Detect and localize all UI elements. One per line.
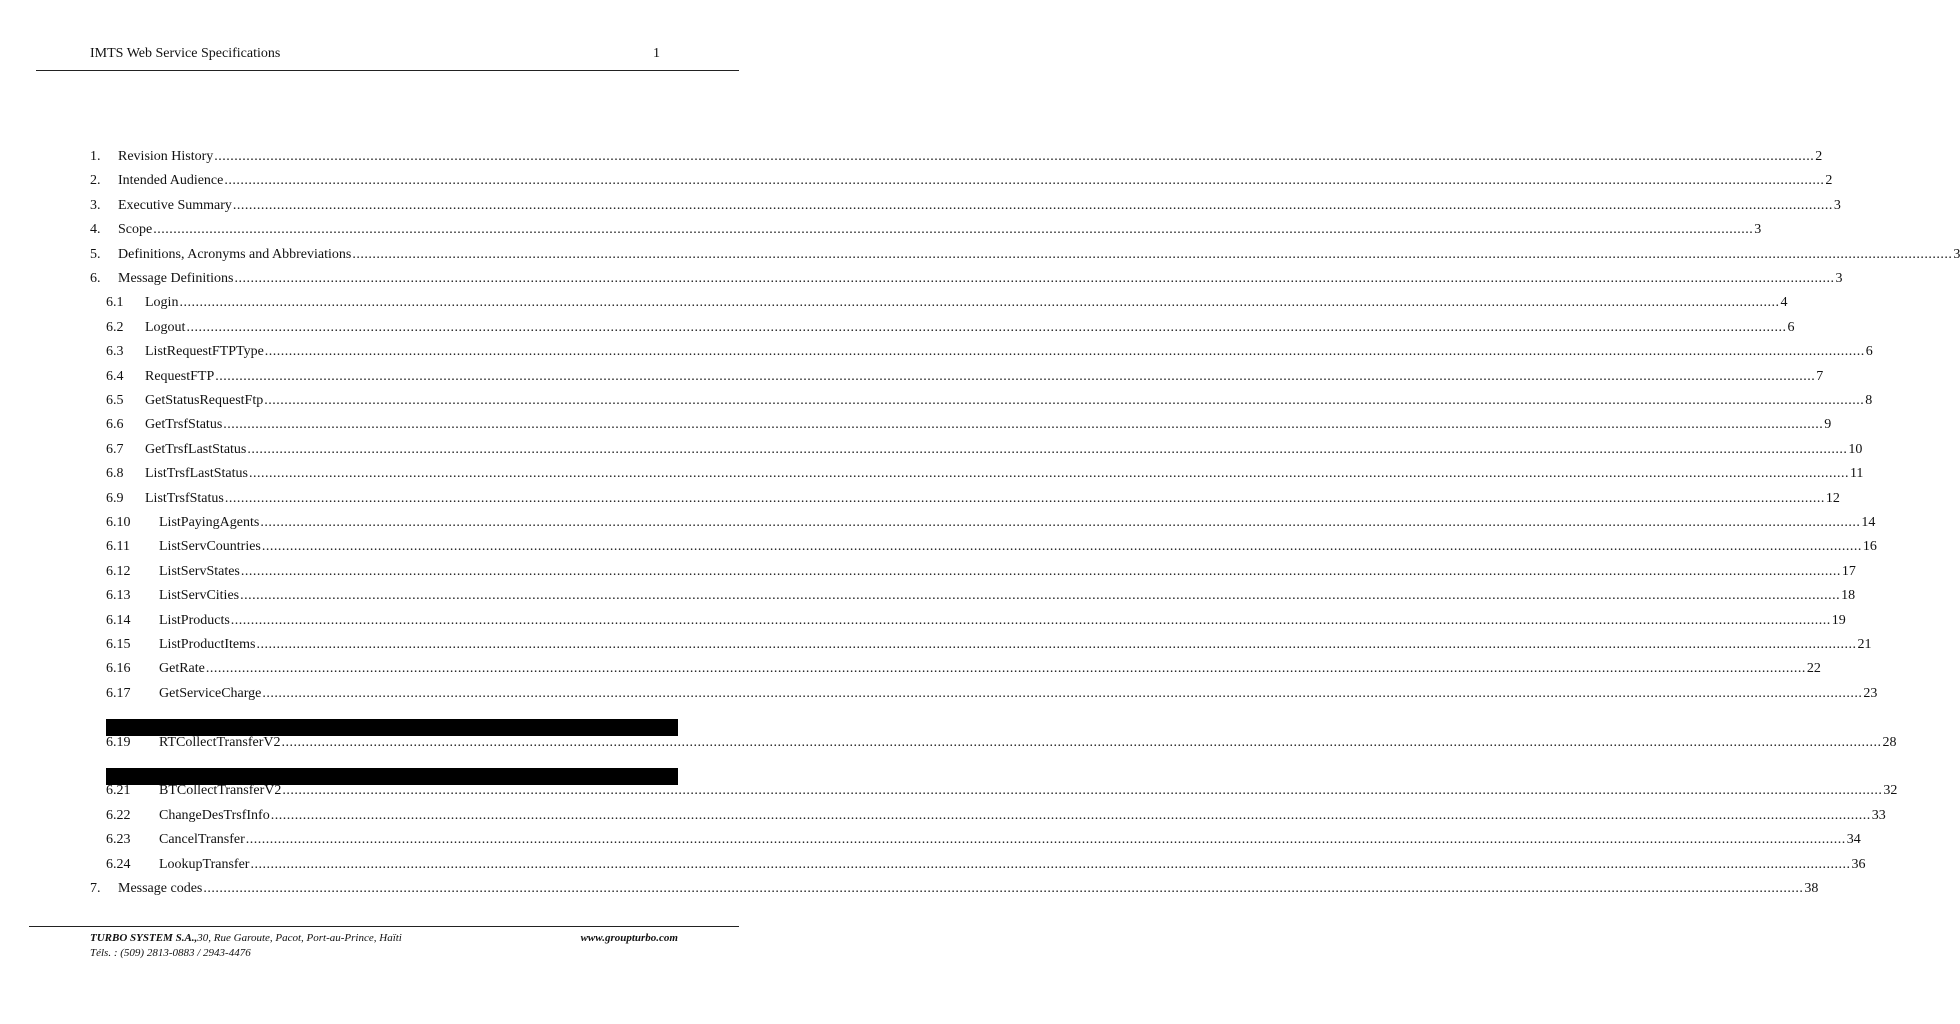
toc-entry-page: 19 <box>1831 612 1846 628</box>
toc-entry[interactable] <box>0 148 1823 168</box>
toc-leader-dots: ................................................................................................................................................................................................................................................................................................................................................................................................................ <box>270 807 1871 823</box>
footer-rule <box>29 926 739 927</box>
toc-entry-title: ListTrsfStatus <box>145 490 224 506</box>
toc-entry-title: CancelTransfer <box>159 832 245 848</box>
toc-entry-page: 3 <box>1754 222 1762 238</box>
toc-entry[interactable] <box>0 343 1873 363</box>
toc-leader-dots: ................................................................................................................................................................................................................................................................................................................................................................................................................ <box>230 612 1831 628</box>
toc-leader-dots: ................................................................................................................................................................................................................................................................................................................................................................................................................ <box>224 490 1825 506</box>
toc-entry-title: Definitions, Acronyms and Abbreviations <box>118 246 352 262</box>
toc-entry-title: ListProductItems <box>159 637 256 652</box>
toc-entry-page: 28 <box>1882 734 1897 750</box>
toc-entry-page: 3 <box>1953 246 1960 262</box>
toc-leader-dots: ................................................................................................................................................................................................................................................................................................................................................................................................................ <box>186 319 1787 335</box>
toc-entry-title: Logout <box>145 319 186 335</box>
toc-entry-number: 3. <box>90 197 101 213</box>
toc-entry-number: 1. <box>90 149 101 164</box>
toc-entry-number: 6.8 <box>106 466 124 482</box>
toc-leader-dots: ................................................................................................................................................................................................................................................................................................................................................................................................................ <box>179 295 1780 311</box>
toc-entry-number: 6.15 <box>106 637 131 652</box>
toc-entry[interactable] <box>0 197 1841 217</box>
toc-entry-number: 6.6 <box>106 417 124 433</box>
toc-leader-dots: ................................................................................................................................................................................................................................................................................................................................................................................................................ <box>264 344 1865 360</box>
toc-leader-dots: ................................................................................................................................................................................................................................................................................................................................................................................................................ <box>232 197 1833 213</box>
toc-entry-title: Login <box>145 295 179 311</box>
toc-entry[interactable] <box>0 465 1864 485</box>
toc-entry-number: 6.13 <box>106 588 131 604</box>
header-rule <box>36 70 739 71</box>
toc-leader-dots: ................................................................................................................................................................................................................................................................................................................................................................................................................ <box>247 441 1848 457</box>
toc-entry[interactable] <box>0 563 1856 583</box>
toc-entry-number: 6.14 <box>106 612 131 628</box>
toc-entry-title: Message Definitions <box>118 271 234 286</box>
toc-entry-page: 8 <box>1865 393 1873 408</box>
toc-leader-dots: ................................................................................................................................................................................................................................................................................................................................................................................................................ <box>245 832 1846 848</box>
toc-entry-title: BTCollectTransferV2 <box>159 783 282 799</box>
footer-address: 30, Rue Garoute, Pacot, Port-au-Prince, Haïti <box>197 932 402 944</box>
toc-leader-dots: ................................................................................................................................................................................................................................................................................................................................................................................................................ <box>248 466 1849 482</box>
toc-entry[interactable] <box>0 856 1866 876</box>
toc-entry-title: GetRate <box>159 661 205 677</box>
toc-entry-page: 22 <box>1806 661 1821 677</box>
toc-entry-number: 6.5 <box>106 393 124 408</box>
toc-entry-title: GetServiceCharge <box>159 685 262 701</box>
toc-entry-page: 7 <box>1816 368 1824 384</box>
toc-leader-dots: ................................................................................................................................................................................................................................................................................................................................................................................................................ <box>256 637 1857 652</box>
toc-entry[interactable] <box>0 246 1960 266</box>
toc-entry-number: 6.11 <box>106 539 130 555</box>
toc-entry-page: 38 <box>1804 881 1819 896</box>
toc-leader-dots: ................................................................................................................................................................................................................................................................................................................................................................................................................ <box>281 734 1882 750</box>
toc-entry-page: 2 <box>1825 173 1833 189</box>
page-header <box>90 46 660 66</box>
toc-entry[interactable] <box>0 612 1846 632</box>
footer-company: TURBO SYSTEM S.A., <box>90 932 198 944</box>
toc-entry-number: 6.24 <box>106 856 131 872</box>
toc-entry[interactable] <box>0 636 1872 656</box>
page-number: 1 <box>653 46 660 61</box>
toc-entry[interactable] <box>0 514 1876 534</box>
toc-entry-number: 5. <box>90 246 101 262</box>
toc-entry[interactable] <box>0 294 1788 314</box>
toc-entry-page: 2 <box>1815 149 1823 164</box>
toc-entry-title: GetStatusRequestFtp <box>145 393 264 408</box>
toc-entry-number: 6.1 <box>106 295 124 311</box>
toc-entry-number: 6.2 <box>106 319 124 335</box>
toc-entry-page: 36 <box>1851 856 1866 872</box>
footer-website[interactable]: www.groupturbo.com <box>580 932 678 944</box>
toc-entry-number: 6.23 <box>106 832 131 848</box>
toc-entry-number: 6.9 <box>106 490 124 506</box>
toc-entry-number: 6.21 <box>106 783 131 799</box>
toc-entry[interactable] <box>0 416 1832 436</box>
toc-entry-title: ListServCountries <box>159 539 261 555</box>
toc-leader-dots: ................................................................................................................................................................................................................................................................................................................................................................................................................ <box>224 173 1825 189</box>
toc-entry-number: 6.7 <box>106 441 124 457</box>
toc-entry-page: 10 <box>1848 441 1863 457</box>
toc-entry-number: 2. <box>90 173 101 189</box>
toc-entry-title: Message codes <box>118 881 203 896</box>
toc-entry[interactable] <box>0 734 1897 754</box>
toc-entry-page: 34 <box>1846 832 1861 848</box>
toc-entry-title: LookupTransfer <box>159 856 250 872</box>
toc-leader-dots: ................................................................................................................................................................................................................................................................................................................................................................................................................ <box>282 783 1883 799</box>
toc-entry[interactable] <box>0 782 1898 802</box>
toc-entry-page: 33 <box>1871 807 1886 823</box>
toc-leader-dots: ................................................................................................................................................................................................................................................................................................................................................................................................................ <box>250 856 1851 872</box>
toc-entry-number: 4. <box>90 222 101 238</box>
toc-entry-title: Executive Summary <box>118 197 232 213</box>
toc-entry[interactable] <box>0 807 1886 827</box>
footer-phones: Téls. : (509) 2813-0883 / 2943-4476 <box>90 947 251 959</box>
toc-entry-title: ChangeDesTrsfInfo <box>159 807 270 823</box>
toc-entry-title: ListServCities <box>159 588 240 604</box>
toc-leader-dots: ................................................................................................................................................................................................................................................................................................................................................................................................................ <box>215 368 1816 384</box>
toc-entry-page: 3 <box>1835 271 1843 286</box>
toc-entry-number: 6.17 <box>106 685 131 701</box>
toc-entry-page: 3 <box>1833 197 1841 213</box>
toc-entry[interactable] <box>0 172 1833 192</box>
toc-leader-dots: ................................................................................................................................................................................................................................................................................................................................................................................................................ <box>262 685 1863 701</box>
toc-leader-dots: ................................................................................................................................................................................................................................................................................................................................................................................................................ <box>205 661 1806 677</box>
toc-entry[interactable] <box>0 319 1795 339</box>
toc-entry-title: ListServStates <box>159 563 240 579</box>
toc-entry-title: ListPayingAgents <box>159 515 260 530</box>
toc-leader-dots: ................................................................................................................................................................................................................................................................................................................................................................................................................ <box>214 149 1815 164</box>
toc-entry-page: 14 <box>1861 515 1876 530</box>
toc-entry-page: 23 <box>1863 685 1878 701</box>
toc-entry-title: Scope <box>118 222 153 238</box>
page-footer <box>90 931 678 961</box>
toc-leader-dots: ................................................................................................................................................................................................................................................................................................................................................................................................................ <box>234 271 1835 286</box>
toc-entry-number: 6.12 <box>106 563 131 579</box>
toc-entry-page: 18 <box>1841 588 1856 604</box>
toc-entry[interactable] <box>0 880 1819 900</box>
toc-entry-title: GetTrsfLastStatus <box>145 441 247 457</box>
toc-entry-title: Intended Audience <box>118 173 224 189</box>
toc-entry-number: 6. <box>90 271 101 286</box>
toc-entry-title: RTCollectTransferV2 <box>159 734 281 750</box>
toc-leader-dots: ................................................................................................................................................................................................................................................................................................................................................................................................................ <box>352 246 1953 262</box>
toc-entry-page: 9 <box>1824 417 1832 433</box>
toc-entry-title: Revision History <box>118 149 214 164</box>
toc-entry-page: 4 <box>1780 295 1788 311</box>
toc-entry-page: 32 <box>1883 783 1898 799</box>
toc-leader-dots: ................................................................................................................................................................................................................................................................................................................................................................................................................ <box>240 563 1841 579</box>
toc-entry-title: GetTrsfStatus <box>145 417 223 433</box>
toc-entry-page: 6 <box>1865 344 1873 360</box>
toc-entry-page: 17 <box>1841 563 1856 579</box>
toc-entry[interactable] <box>0 368 1824 388</box>
toc-entry-number: 6.4 <box>106 368 124 384</box>
toc-entry-title: ListRequestFTPType <box>145 344 264 360</box>
toc-entry[interactable] <box>0 660 1821 680</box>
toc-leader-dots: ................................................................................................................................................................................................................................................................................................................................................................................................................ <box>203 881 1804 896</box>
toc-entry-title: ListTrsfLastStatus <box>145 466 248 482</box>
toc-entry-number: 6.10 <box>106 515 131 530</box>
toc-entry-number: 6.22 <box>106 807 131 823</box>
toc-leader-dots: ................................................................................................................................................................................................................................................................................................................................................................................................................ <box>261 539 1862 555</box>
toc-leader-dots: ................................................................................................................................................................................................................................................................................................................................................................................................................ <box>240 588 1841 604</box>
toc-entry[interactable] <box>0 441 1863 461</box>
toc-entry-title: ListProducts <box>159 612 230 628</box>
toc-entry-page: 11 <box>1849 466 1864 482</box>
toc-entry-page: 12 <box>1825 490 1840 506</box>
toc-entry-number: 7. <box>90 881 101 896</box>
toc-entry-number: 6.19 <box>106 734 131 750</box>
toc-entry-page: 6 <box>1787 319 1795 335</box>
toc-entry-page: 21 <box>1857 637 1872 652</box>
toc-entry[interactable] <box>0 587 1856 607</box>
document-title: IMTS Web Service Specifications <box>90 46 281 61</box>
toc-entry[interactable] <box>0 685 1878 705</box>
toc-leader-dots: ................................................................................................................................................................................................................................................................................................................................................................................................................ <box>264 393 1865 408</box>
toc-entry-number: 6.3 <box>106 344 124 360</box>
toc-entry[interactable] <box>0 221 1762 241</box>
toc-entry[interactable] <box>0 831 1861 851</box>
toc-entry[interactable] <box>0 538 1877 558</box>
toc-entry-title: RequestFTP <box>145 368 215 384</box>
toc-entry[interactable] <box>0 490 1840 510</box>
toc-leader-dots: ................................................................................................................................................................................................................................................................................................................................................................................................................ <box>153 222 1754 238</box>
toc-entry-page: 16 <box>1862 539 1877 555</box>
toc-leader-dots: ................................................................................................................................................................................................................................................................................................................................................................................................................ <box>223 417 1824 433</box>
toc-leader-dots: ................................................................................................................................................................................................................................................................................................................................................................................................................ <box>260 515 1861 530</box>
toc-entry-number: 6.16 <box>106 661 131 677</box>
toc-entry[interactable] <box>0 392 1873 412</box>
toc-entry[interactable] <box>0 270 1843 290</box>
